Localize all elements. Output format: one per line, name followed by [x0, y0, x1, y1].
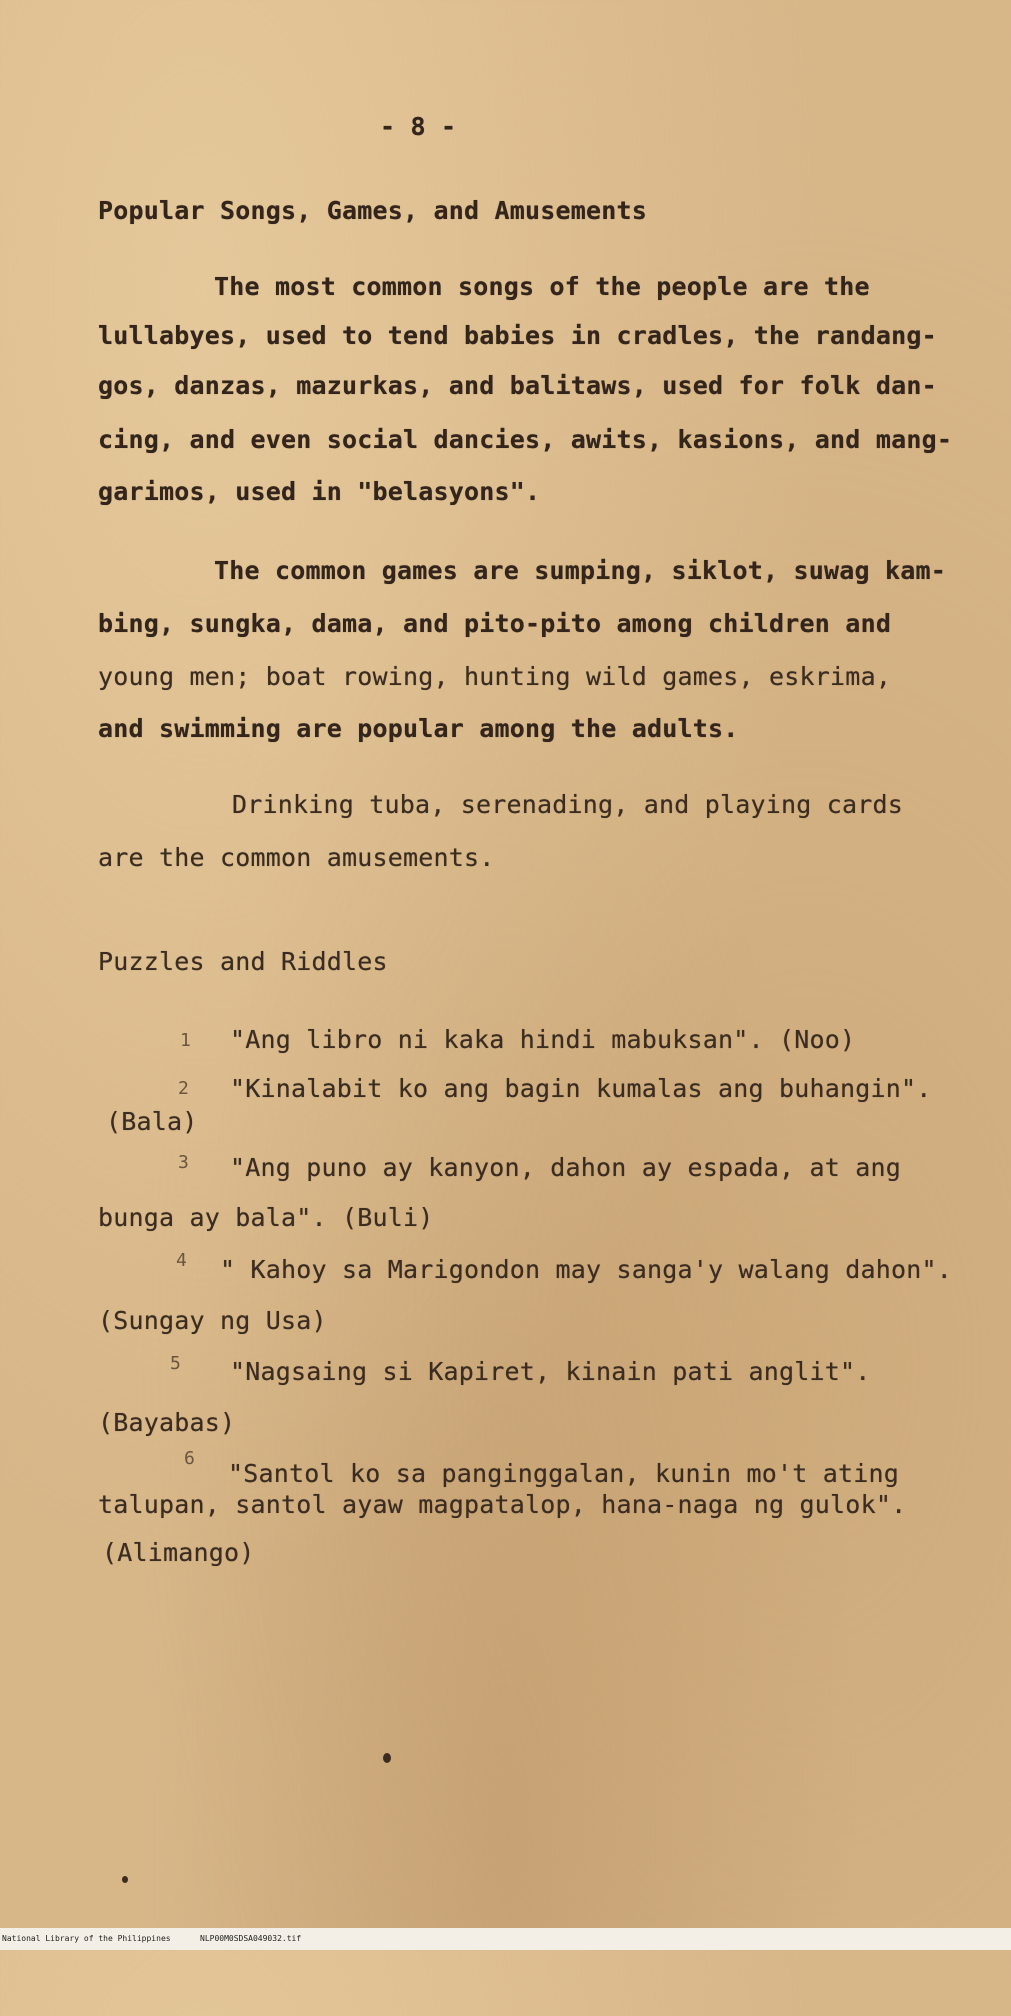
text-line: young men; boat rowing, hunting wild games, eskrima,	[98, 662, 892, 691]
riddle-text-line: "Nagsaing si Kapiret, kinain pati anglit".	[230, 1357, 871, 1386]
riddle-text-line: (Bayabas)	[98, 1408, 236, 1437]
scan-footer	[0, 1928, 1011, 1950]
text-line: The most common songs of the people are the	[214, 272, 870, 301]
ink-speck	[122, 1876, 128, 1883]
footer-file-id: NLP00M0SDSA049032.tif	[200, 1934, 302, 1943]
riddle-text-line: " Kahoy sa Marigondon may sanga'y walang dahon".	[220, 1255, 953, 1284]
riddle-text-line: bunga ay bala". (Buli)	[98, 1203, 434, 1232]
riddle-text-line: talupan, santol ayaw magpatalop, hana-naga ng gulok".	[98, 1490, 907, 1519]
riddle-text-line: "Ang puno ay kanyon, dahon ay espada, at ang	[230, 1153, 902, 1182]
text-line: bing, sungka, dama, and pito-pito among children and	[98, 609, 892, 638]
text-line: The common games are sumping, siklot, suwag kam-	[214, 556, 947, 585]
riddle-text-line: "Ang libro ni kaka hindi mabuksan". (Noo)	[230, 1025, 856, 1054]
text-line: are the common amusements.	[98, 843, 495, 872]
ink-speck	[383, 1753, 391, 1763]
riddle-number: 2	[178, 1078, 189, 1099]
section-heading-songs: Popular Songs, Games, and Amusements	[98, 196, 648, 225]
section-heading-puzzles: Puzzles and Riddles	[98, 947, 388, 976]
riddle-text-line: "Kinalabit ko ang bagin kumalas ang buhangin".	[230, 1074, 932, 1103]
text-line: and swimming are popular among the adults.	[98, 714, 739, 743]
riddle-number: 4	[176, 1250, 187, 1271]
riddle-number: 1	[180, 1030, 191, 1051]
riddle-number: 3	[178, 1152, 189, 1173]
riddle-text-line: (Sungay ng Usa)	[98, 1306, 327, 1335]
text-line: gos, danzas, mazurkas, and balitaws, used for folk dan-	[98, 371, 937, 400]
riddle-number: 6	[184, 1448, 195, 1469]
footer-library: National Library of the Philippines	[2, 1934, 171, 1943]
text-line: garimos, used in "belasyons".	[98, 477, 541, 506]
riddle-text-line: (Alimango)	[102, 1538, 255, 1567]
text-line: cing, and even social dancies, awits, kasions, and mang-	[98, 425, 953, 454]
riddle-text-line: "Santol ko sa panginggalan, kunin mo't ating	[228, 1459, 900, 1488]
text-line: lullabyes, used to tend babies in cradles, the randang-	[98, 321, 937, 350]
text-line: Drinking tuba, serenading, and playing cards	[232, 790, 904, 819]
riddle-number: 5	[170, 1353, 181, 1374]
riddle-text-line: (Bala)	[106, 1107, 198, 1136]
page-number: - 8 -	[380, 112, 457, 141]
